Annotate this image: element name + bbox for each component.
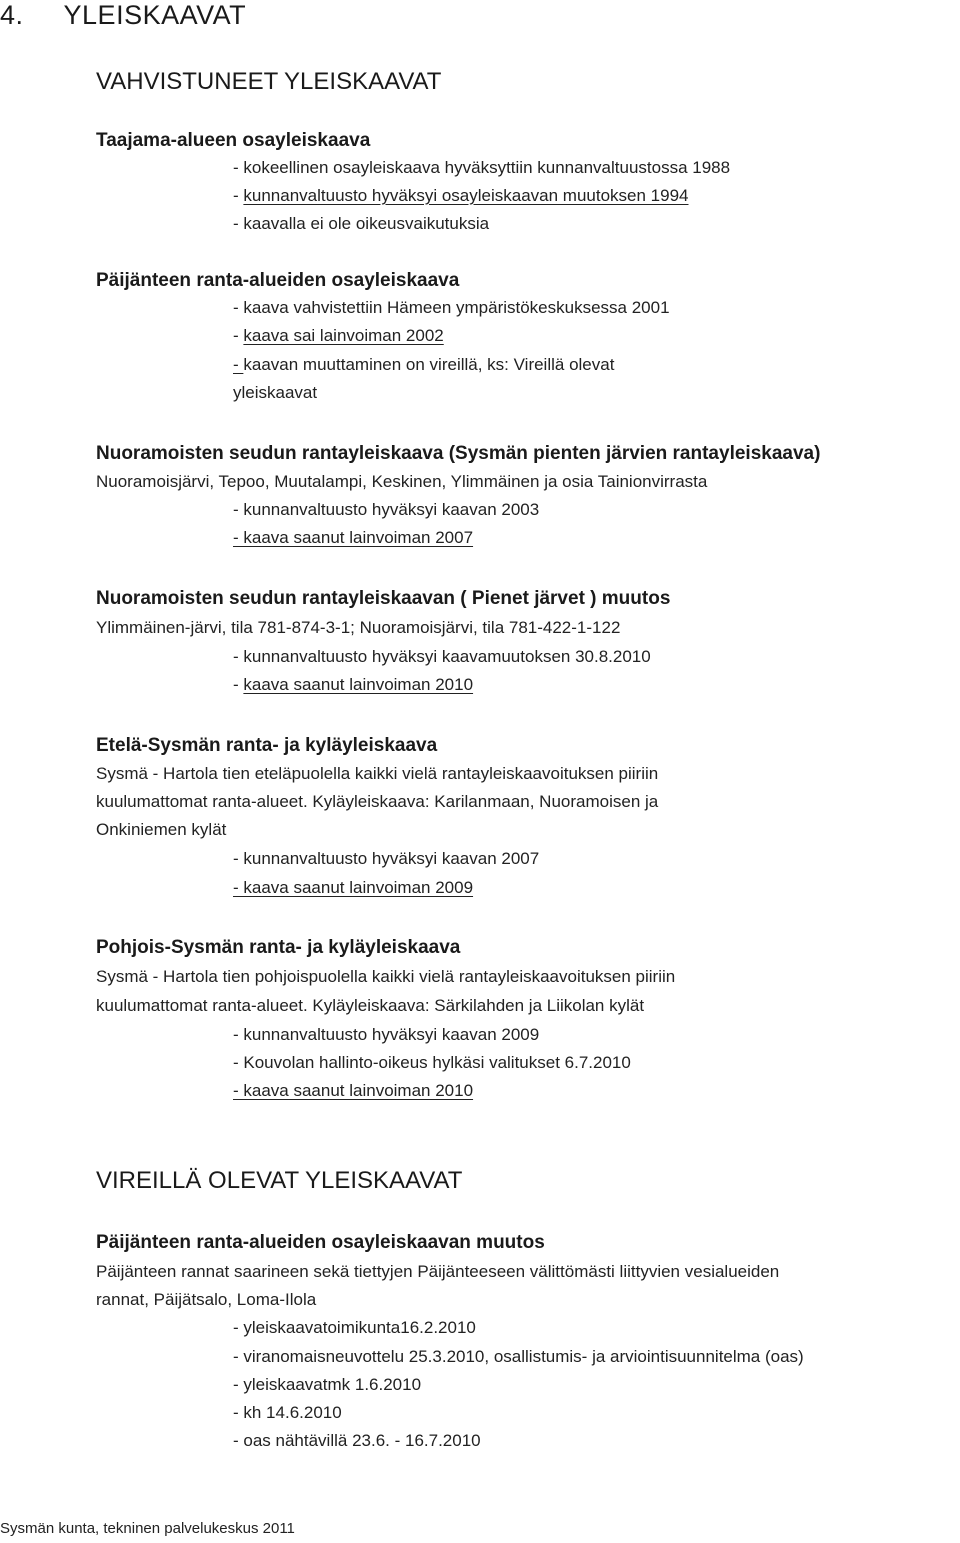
- heading-paijanne-muutos: Päijänteen ranta-alueiden osayleiskaavan muutos: [96, 1232, 545, 1253]
- section-title-pending: VIREILLÄ OLEVAT YLEISKAAVAT: [96, 1167, 463, 1194]
- chapter-title-text: YLEISKAAVAT: [63, 0, 247, 30]
- text-line: yleiskaavat: [233, 383, 318, 402]
- chapter-title: [0, 0, 246, 31]
- section-title-confirmed: VAHVISTUNEET YLEISKAAVAT: [96, 68, 442, 95]
- text-line: - kokeellinen osayleiskaava hyväksyttiin kunnanvaltuustossa 1988: [233, 158, 731, 177]
- text-line: Ylimmäinen-järvi, tila 781-874-3-1; Nuoramoisjärvi, tila 781-422-1-122: [96, 618, 621, 637]
- text-line: - kunnanvaltuusto hyväksyi kaavamuutoksen 30.8.2010: [233, 647, 651, 666]
- text-line: Onkiniemen kylät: [96, 820, 227, 839]
- text-line: - kaava sai lainvoiman 2002: [233, 326, 444, 345]
- text-line: - kaavalla ei ole oikeusvaikutuksia: [233, 214, 490, 233]
- text-line: - Kouvolan hallinto-oikeus hylkäsi valitukset 6.7.2010: [233, 1053, 631, 1072]
- text-line: kuulumattomat ranta-alueet. Kyläyleiskaava: Karilanmaan, Nuoramoisen ja: [96, 792, 659, 811]
- text-line: Nuoramoisjärvi, Tepoo, Muutalampi, Keskinen, Ylimmäinen ja osia Tainionvirrasta: [96, 472, 708, 491]
- text-line: Sysmä - Hartola tien pohjoispuolella kaikki vielä rantayleiskaavoituksen piiriin: [96, 967, 676, 986]
- heading-taajama: Taajama-alueen osayleiskaava: [96, 130, 371, 151]
- text-line: - yleiskaavatoimikunta16.2.2010: [233, 1318, 476, 1337]
- text-line: - yleiskaavatmk 1.6.2010: [233, 1375, 422, 1394]
- heading-etela-sysma: Etelä-Sysmän ranta- ja kyläyleiskaava: [96, 735, 438, 756]
- text-line: - kunnanvaltuusto hyväksyi kaavan 2007: [233, 849, 540, 868]
- text-line: - oas nähtävillä 23.6. - 16.7.2010: [233, 1431, 481, 1450]
- text-line: - kaava saanut lainvoiman 2009: [233, 878, 474, 897]
- text-line: Päijänteen rannat saarineen sekä tiettyjen Päijänteeseen välittömästi liittyvien vesialueiden: [96, 1262, 780, 1281]
- text-line: - viranomaisneuvottelu 25.3.2010, osallistumis- ja arviointisuunnitelma (oas): [233, 1347, 804, 1366]
- text-line: - kaavan muuttaminen on vireillä, ks: Vireillä olevat: [233, 355, 615, 374]
- text-line: - kaava saanut lainvoiman 2010: [233, 675, 474, 694]
- text-line: - kh 14.6.2010: [233, 1403, 342, 1422]
- text-line: - kunnanvaltuusto hyväksyi kaavan 2009: [233, 1025, 540, 1044]
- text-line: kuulumattomat ranta-alueet. Kyläyleiskaava: Särkilahden ja Liikolan kylät: [96, 996, 645, 1015]
- text-line: - kaava vahvistettiin Hämeen ympäristökeskuksessa 2001: [233, 298, 670, 317]
- text-line: rannat, Päijätsalo, Loma-Ilola: [96, 1290, 317, 1309]
- heading-nuoramoinen-muutos: Nuoramoisten seudun rantayleiskaavan ( Pienet järvet ) muutos: [96, 588, 671, 609]
- text-line: Sysmä - Hartola tien eteläpuolella kaikki vielä rantayleiskaavoituksen piiriin: [96, 764, 659, 783]
- page-footer: Sysmän kunta, tekninen palvelukeskus 2011: [0, 1520, 295, 1537]
- text-line: - kaava saanut lainvoiman 2010: [233, 1081, 474, 1100]
- text-line: - kunnanvaltuusto hyväksyi osayleiskaavan muutoksen 1994: [233, 186, 689, 205]
- text-line: - kaava saanut lainvoiman 2007: [233, 528, 474, 547]
- heading-nuoramoinen: Nuoramoisten seudun rantayleiskaava (Sysmän pienten järvien rantayleiskaava): [96, 443, 821, 464]
- heading-pohjois-sysma: Pohjois-Sysmän ranta- ja kyläyleiskaava: [96, 937, 461, 958]
- heading-paijanne: Päijänteen ranta-alueiden osayleiskaava: [96, 270, 460, 291]
- text-line: - kunnanvaltuusto hyväksyi kaavan 2003: [233, 500, 540, 519]
- chapter-number: 4.: [0, 0, 24, 30]
